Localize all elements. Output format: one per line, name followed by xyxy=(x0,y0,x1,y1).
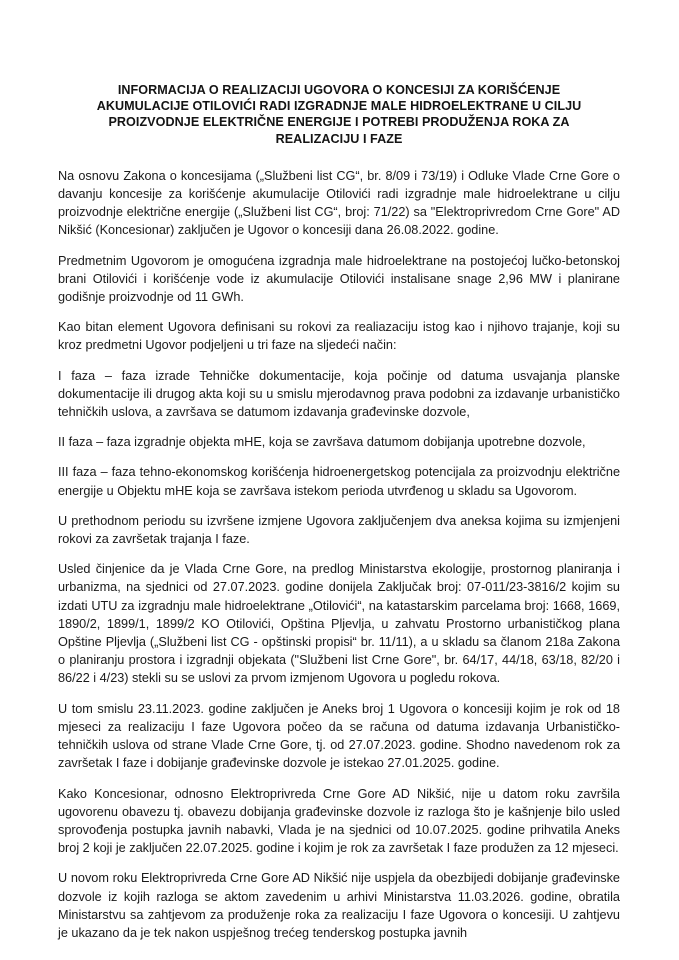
paragraph-annex-two: Kako Koncesionar, odnosno Elektroprivreda Crne Gore AD Nikšić, nije u datom roku završila ugovorenu obavezu tj. obavezu dobijanja građevinske dozvole iz razloga što je kašnjenje bilo usled sprovođenja postupka javnih nabavki, Vlada je na sjednici od 10.07.2025. godine prihvatila Aneks broj 2 koji je zaključen 22.07.2025. godine i kojim je rok za završetak I faze produžen za 12 mjeseci. xyxy=(58,786,620,856)
title-line-4: REALIZACIJU I FAZE xyxy=(275,131,403,146)
title-line-1: INFORMACIJA O REALIZACIJI UGOVORA O KONCESIJI ZA KORIŠĆENJE xyxy=(117,83,561,97)
document-content xyxy=(58,0,620,942)
paragraph-phase-ii: II faza – faza izgradnje objekta mHE, koja se završava datumom dobijanja upotrebne dozvole, xyxy=(58,435,586,450)
paragraph-previous-amendments: U prethodnom periodu su izvršene izmjene Ugovora zaključenjem dva aneksa kojima su izmjenjeni rokovi za završetak trajanja I faze. xyxy=(58,513,620,547)
paragraph-new-deadline-request: U novom roku Elektroprivreda Crne Gore AD Nikšić nije uspjela da obezbijedi dobijanje građevinske dozvole iz kojih razloga se aktom zavedenim u arhivi Ministarstva 11.03.2026. godine, obratila Ministarstvu sa zahtjevom za produženje roka za realizaciju I faze Ugovora o koncesiji. U zahtjevu je ukazano da je tek nakon uspješnog trećeg tenderskog postupka javnih xyxy=(58,871,620,940)
document-title xyxy=(58,82,620,147)
title-line-3: PROIZVODNJE ELEKTRIČNE ENERGIJE I POTREBI PRODUŽENJA ROKA ZA xyxy=(108,115,570,130)
paragraph-government-conclusion: Usled činjenice da je Vlada Crne Gore, na predlog Ministarstva ekologije, prostornog planiranja i urbanizma, na sjednici od 27.07.2023. godine donijela Zaključak broj: 07-011/23-3816/2 kojim su izdati UTU za izgradnju male hidroelektrane „Otilovići“, na katastarskim parcelama broj: 1668, 1669, 1890/2, 1899/1, 1899/2 KO Otilovići, Opština Pljevlja, u zahvatu Prostorno urbanističkog plana Opštine Pljevlja („Službeni list CG - opštinski propisi“ br. 11/11), a u skladu sa članom 218a Zakona o planiranju prostora i izgradnji objekata ("Službeni list Crne Gore", br. 64/17, 44/18, 63/18, 82/20 i 86/22 i 4/23) stekli su se uslovi za prvom izmjenom Ugovora u pogledu rokova. xyxy=(58,562,620,686)
paragraph-phases-intro: Kao bitan element Ugovora definisani su rokovi za realiazaciju istog kao i njihovo trajanje, koji su kroz predmetni Ugovor podjeljeni u tri faze na sljedeći način: xyxy=(58,320,620,353)
paragraph-intro: Na osnovu Zakona o koncesijama („Službeni list CG“, br. 8/09 i 73/19) i Odluke Vlade Crne Gore o davanju koncesije za korišćenje akumulacije Otilovići radi izgradnje male hidroelektrane u cilju proizvodnje električne energije („Službeni list CG“, broj: 71/22) sa "Elektroprivredom Crne Gore" AD Nikšić (Koncesionar) zaključen je Ugovor o koncesiji dana 26.08.2022. godine. xyxy=(58,168,620,238)
paragraph-subject-of-contract: Predmetnim Ugovorom je omogućena izgradnja male hidroelektrane na postojećoj lučko-betonskoj brani Otilovići i korišćenje vode iz akumulacije Otilovići instalisane snage 2,96 MW i planirane godišnje proizvodnje od 11 GWh. xyxy=(58,253,620,305)
title-line-2: AKUMULACIJE OTILOVIĆI RADI IZGRADNJE MALE HIDROELEKTRANE U CILJU xyxy=(96,99,582,114)
paragraph-phase-iii: III faza – faza tehno-ekonomskog korišćenja hidroenergetskog potencijala za proizvodnju električne energije u Objektu mHE koja se završava istekom perioda utvrđenog u skladu sa Ugovorom. xyxy=(58,465,620,498)
paragraph-annex-one: U tom smislu 23.11.2023. godine zaključen je Aneks broj 1 Ugovora o koncesiji kojim je rok od 18 mjeseci za realizaciju I faze Ugovora počeo da se računa od datuma izdavanja Urbanističko-tehničkih uslova od strane Vlade Crne Gore, tj. od 27.07.2023. godine. Shodno navedenom rok za završetak I faze i dobijanje građevinske dozvole je istekao 27.01.2025. godine. xyxy=(58,701,620,771)
paragraph-phase-i: I faza – faza izrade Tehničke dokumentacije, koja počinje od datuma usvajanja planske dokumentacije ili drugog akta koji su u smislu mjerodavnog prava podobni za izdavanje urbanističko tehničkih uslova, a završava se datumom izdavanja građevinske dozvole, xyxy=(58,368,620,420)
document-body xyxy=(58,167,620,942)
